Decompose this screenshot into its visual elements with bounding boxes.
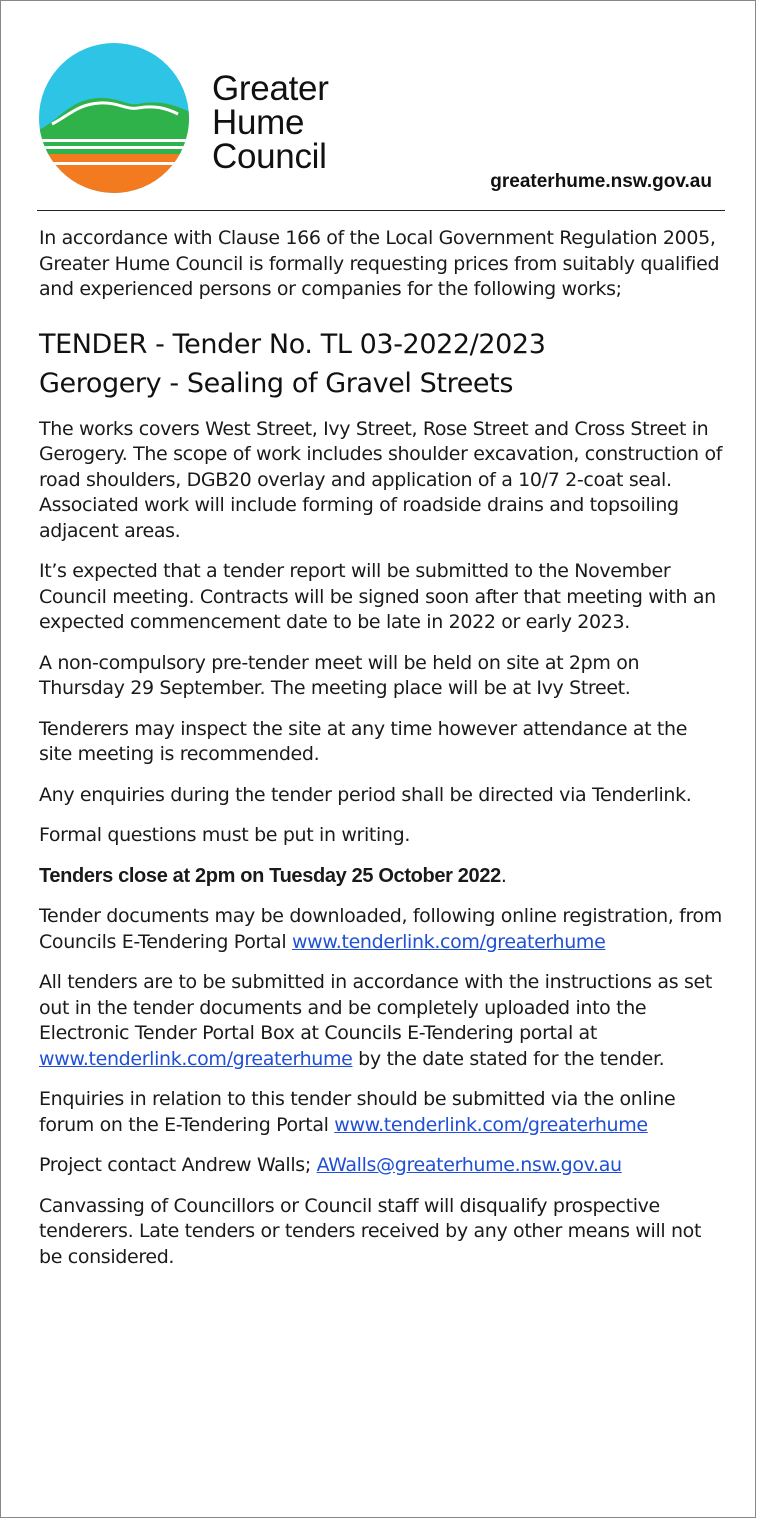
tenderlink-link[interactable]: www.tenderlink.com/greaterhume <box>334 1113 648 1136</box>
council-logo-icon <box>38 42 190 194</box>
submission-paragraph <box>39 970 723 1072</box>
forum-paragraph <box>39 1087 723 1138</box>
tender-subtitle-line: Gerogery - Sealing of Gravel Streets <box>39 367 513 399</box>
canvassing-paragraph: Canvassing of Councillors or Council staff will disqualify prospective tenderers. Late tenders or tenders received by any other means will not be considered. <box>39 1194 702 1268</box>
brand-line: Greater <box>212 69 329 108</box>
contact-text: Project contact Andrew Walls; <box>39 1154 317 1176</box>
meeting-paragraph: A non-compulsory pre-tender meet will be held on site at 2pm on Thursday 29 September. The meeting place will be at Ivy Street. <box>39 651 640 699</box>
notice-body <box>39 226 723 1285</box>
closing-period: . <box>500 864 507 887</box>
tender-title-line: TENDER - Tender No. TL 03-2022/2023 <box>39 328 546 360</box>
brand-line: Hume <box>212 103 305 142</box>
questions-paragraph: Formal questions must be put in writing. <box>39 824 411 846</box>
submission-text-end: by the date stated for the tender. <box>352 1047 665 1070</box>
tenderlink-link[interactable]: www.tenderlink.com/greaterhume <box>291 930 606 953</box>
closing-date-text: Tenders close at 2pm on Tuesday 25 October 2022 <box>39 864 501 887</box>
report-paragraph: It’s expected that a tender report will be submitted to the November Council meeting. Contracts will be signed soon after that meeting with an expected commencement date to be late in 2022 or early 2023. <box>39 560 716 633</box>
enquiries-paragraph: Any enquiries during the tender period shall be directed via Tenderlink. <box>39 783 692 806</box>
submission-text: All tenders are to be submitted in accordance with the instructions as set out in the tender documents and be completely uploaded into the Electronic Tender Portal Box at Councils E-Tendering portal at <box>39 971 712 1044</box>
contact-paragraph <box>39 1153 723 1179</box>
scope-paragraph: The works covers West Street, Ivy Street, Rose Street and Cross Street in Gerogery. The scope of work includes shoulder excavation, construction of road shoulders, DGB20 overlay and application of a 10/7 2-coat seal. Associated work will include forming of roadside drains and topsoiling adjacent areas. <box>39 417 723 542</box>
forum-text: Enquiries in relation to this tender should be submitted via the online forum on the E-Tendering Portal <box>39 1088 676 1136</box>
documents-text: Tender documents may be downloaded, following online registration, from Councils E-Tendering Portal <box>39 905 722 953</box>
tender-title <box>39 325 723 403</box>
header-divider <box>37 210 725 211</box>
contact-email-link[interactable]: AWalls@greaterhume.nsw.gov.au <box>316 1154 622 1176</box>
header <box>0 0 758 214</box>
website-text: greaterhume.nsw.gov.au <box>490 171 712 192</box>
intro-paragraph: In accordance with Clause 166 of the Local Government Regulation 2005, Greater Hume Council is formally requesting prices from suitably qualified and experienced persons or companies for the following works; <box>39 227 720 300</box>
brand-line: Council <box>212 137 327 176</box>
council-name <box>212 69 329 176</box>
documents-paragraph <box>39 904 723 955</box>
closing-paragraph <box>39 864 723 890</box>
tenderlink-link[interactable]: www.tenderlink.com/greaterhume <box>39 1047 353 1070</box>
inspection-paragraph: Tenderers may inspect the site at any time however attendance at the site meeting is recommended. <box>39 717 688 765</box>
